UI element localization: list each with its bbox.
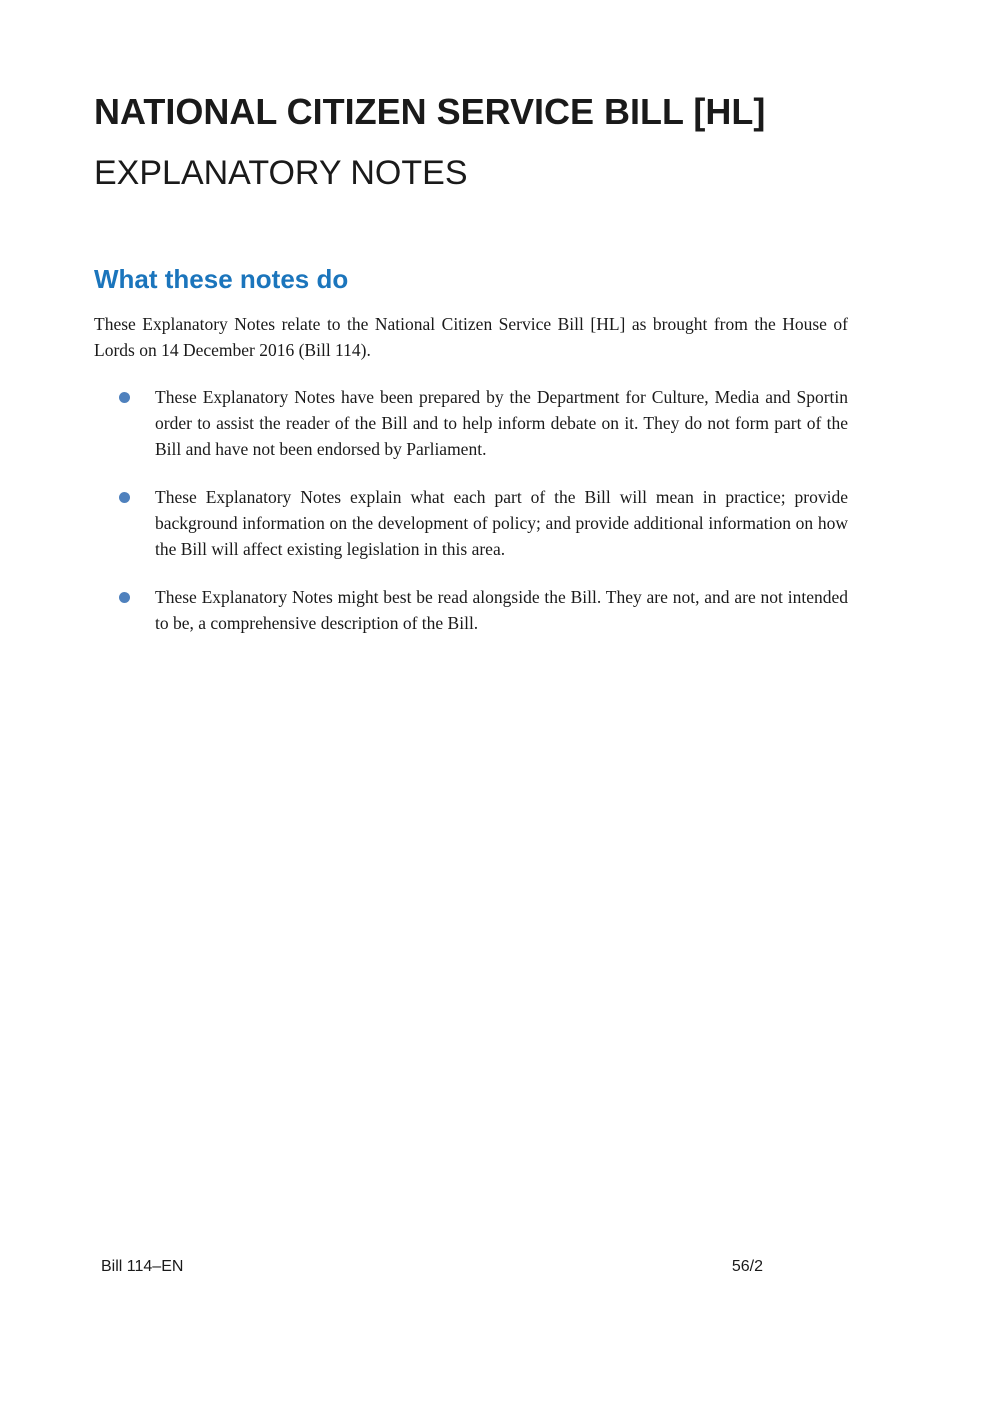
bullet-text: These Explanatory Notes might best be read alongside the Bill. They are not, and are not intended to be, a comprehensive description of the Bill. — [155, 587, 848, 634]
bullet-text: These Explanatory Notes have been prepared by the Department for Culture, Media and Sportin order to assist the reader of the Bill and to help inform debate on it. They do not form part of the Bill and have not been endorsed by Parliament. — [155, 387, 848, 460]
bullet-item — [94, 384, 848, 462]
bullet-list — [94, 384, 848, 636]
bullet-item — [94, 584, 848, 636]
bullet-dot-icon — [119, 392, 130, 403]
document-content — [94, 0, 848, 636]
page-footer — [101, 1258, 763, 1276]
bullet-dot-icon — [119, 592, 130, 603]
document-subtitle: EXPLANATORY NOTES — [94, 154, 468, 193]
bullet-dot-icon — [119, 492, 130, 503]
footer-bill-number: Bill 114–EN — [101, 1258, 184, 1275]
intro-paragraph: These Explanatory Notes relate to the National Citizen Service Bill [HL] as brought from the House of Lords on 14 December 2016 (Bill 114). — [94, 314, 848, 361]
document-title: NATIONAL CITIZEN SERVICE BILL [HL] — [94, 91, 766, 132]
section-heading: What these notes do — [94, 263, 349, 294]
bullet-item — [94, 484, 848, 562]
bullet-text: These Explanatory Notes explain what each part of the Bill will mean in practice; provide background information on the development of policy; and provide additional information on how the Bill will affect existing legislation in this area. — [155, 487, 848, 560]
footer-page-number: 56/2 — [731, 1258, 763, 1275]
